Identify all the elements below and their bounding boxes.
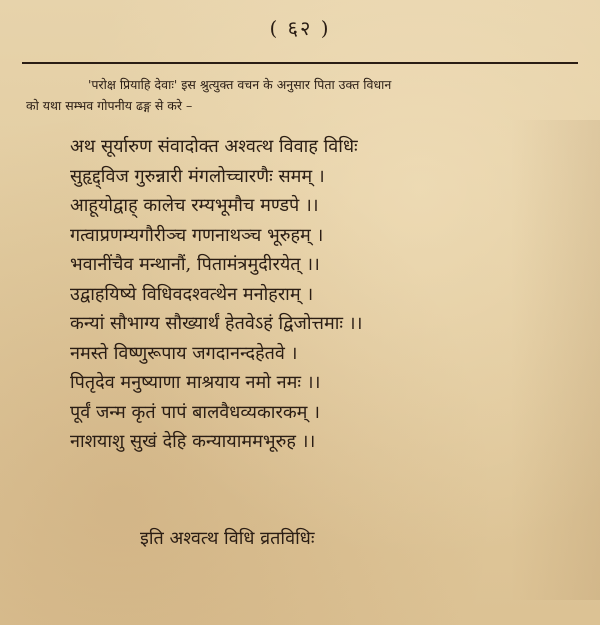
page-number: ( ६२ ) bbox=[269, 16, 331, 40]
note-line-1: 'परोक्ष प्रियाहि देवाः' इस श्रुत्युक्त वचन के अनुसार पिता उक्त विधान bbox=[88, 77, 392, 92]
verse-line: सुहृद्द्विज गुरुन्नारी मंगलोच्चारणैः समम् । bbox=[70, 165, 325, 187]
verse-line: पितृदेव मनुष्याणा माश्रयाय नमो नमः ।। bbox=[70, 372, 321, 393]
verse-block bbox=[70, 132, 570, 457]
verse-line: नाशयाशु सुखं देहि कन्यायाममभूरुह ।। bbox=[70, 431, 316, 452]
instruction-note bbox=[26, 74, 576, 116]
verse-line: पूर्वं जन्म कृतं पापं बालवैधव्यकारकम् । bbox=[70, 401, 320, 423]
verse-line: कन्यां सौभाग्य सौख्यार्थं हेतवेऽहं द्विजोत्तमाः ।। bbox=[70, 313, 363, 334]
verse-line: गत्वाप्रणम्यगौरीञ्च गणनाथञ्च भूरुहम् । bbox=[70, 224, 324, 246]
verse-line: अथ सूर्यारुण संवादोक्त अश्वत्थ विवाह विधिः bbox=[70, 136, 358, 157]
verse-line: आहूयोद्वाह् कालेच रम्यभूमौच मण्डपे ।। bbox=[70, 195, 319, 216]
verse-line: भवानींचैव मन्थानौं, पितामंत्रमुदीरयेत् ।। bbox=[70, 254, 320, 275]
verse-line: नमस्ते विष्णुरूपाय जगदानन्दहेतवे । bbox=[70, 342, 298, 364]
note-line-2: को यथा सम्भव गोपनीय ढङ्ग से करे – bbox=[26, 98, 193, 113]
header-rule bbox=[22, 62, 578, 64]
closing-line: इति अश्वत्थ विधि व्रतविधिः bbox=[140, 528, 315, 549]
verse-line: उद्वाहयिष्ये विधिवदश्वत्थेन मनोहराम् । bbox=[70, 283, 314, 305]
